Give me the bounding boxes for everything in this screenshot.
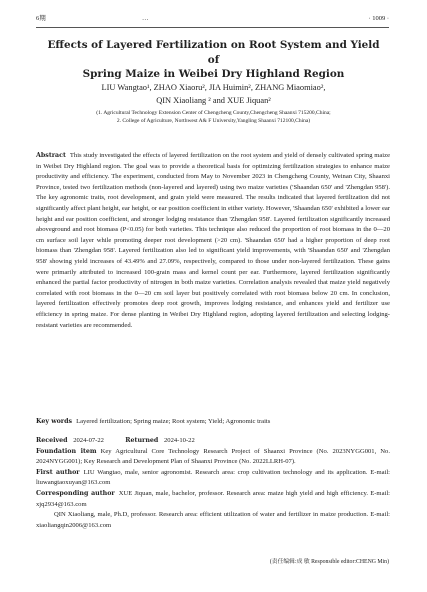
corresponding-author-row xyxy=(36,489,390,510)
first-author-row xyxy=(36,468,390,489)
abstract-label: Abstract xyxy=(36,152,66,159)
returned-date: 2024-10-22 xyxy=(163,437,195,444)
affiliation-1: (1. Agricultural Technology Extension Center of Chengcheng County,Chengcheng Shaanxi 715200,China; xyxy=(96,110,331,116)
affiliation-2: 2. College of Agriculture, Northwest A& F University,Yangling Shaanxi 712100,China) xyxy=(116,118,311,125)
title-line-1: Effects of Layered Fertilization on Root System and Yield of xyxy=(47,39,380,66)
responsible-editor: (责任编辑:成 敏 Responsible editor:CHENG Min) xyxy=(269,559,389,565)
foundation-row xyxy=(36,447,390,468)
article-metadata xyxy=(36,436,390,531)
page-number: · 1009 · xyxy=(368,15,389,22)
issue-label: 6期 xyxy=(36,15,46,22)
received-date: 2024-07-22 xyxy=(73,437,104,444)
keywords xyxy=(36,417,390,428)
abstract xyxy=(36,151,390,331)
running-title: … xyxy=(142,15,149,22)
running-header xyxy=(36,14,389,26)
foundation-label: Foundation item xyxy=(36,447,97,455)
dates-row xyxy=(36,436,390,447)
keywords-label: Key words xyxy=(36,418,73,425)
title-line-2: Spring Maize in Weibei Dry Highland Region xyxy=(82,68,345,80)
first-author-text: LIU Wangtao, male, senior agronomist. Research area: crop cultivation technology and its application. E-mail: liuwangtaoxuyan@163.com xyxy=(36,468,390,487)
second-corresponding-row: QIN Xiaoliang, male, Ph.D, professor. Research area: efficient utilization of water and fertilizer in maize production. E-mail: xiaoliangqin2006@163.com xyxy=(36,511,390,529)
header-rule xyxy=(36,27,389,28)
corresponding-author-label: Corresponding author xyxy=(36,489,115,497)
received-label: Received xyxy=(36,437,68,444)
keywords-text: Layered fertilization; Spring maize; Root system; Yield; Agronomic traits xyxy=(76,418,271,425)
authors-line-1: LIU Wangtao¹, ZHAO Xiaoru², JIA Huimin², ZHANG Miaomiao², xyxy=(101,83,326,92)
abstract-text: This study investigated the effects of layered fertilization on the root system and yield of densely cultivated spring maize in Weibei Dry Highland region. The goal was to provide a theoretical basis for optimizing fertilization strategies to enhance maize productivity and efficiency. The experiment, conducted from May to November 2023 in Chengcheng County, Weinan City, Shaanxi Province, tested two fertilization methods (non-layered and layered) using two maize varieties ('Shaandan 650' and 'Zhengdan 958'). The key agronomic traits, root development, and grain yield were measured. The results indicated that layered fertilization did not significantly affect plant height, ear height, or ear position coefficient in either variety. However, 'Shaandan 650' exhibited a lower ear height and ear position coefficient, and stronger lodging resistance than 'Zhengdan 958'. Layered fertilization significantly increased aboveground and root biomass (P<0.05) for both varieties. This technique also reduced the proportion of root biomass in the 0—20 cm surface soil layer while promoting deeper root development (>20 cm). 'Shaandan 650' had a higher proportion of deep root biomass than 'Zhengdan 958'. Layered fertilization also led to significant yield improvements, with 'Shaandan 650' and 'Zhengdan 958' showing yield increases of 43.49% and 27.09%, respectively, compared to those under non-layered fertilization. These gains were primarily attributed to increased 100-grain mass and kernel count per ear. Furthermore, layered fertilization significantly enhanced the partial factor productivity of nitrogen in both maize varieties. Correlation analysis revealed that maize yield negatively correlated with root biomass in the 0—20 cm soil layer but positively correlated with root biomass below 20 cm. In conclusion, layered fertilization effectively promotes deep root growth, improves lodging resistance, and enhances yield and fertilizer use efficiency in spring maize. For dense planting in Weibei Dry Highland region, adopting layered fertilization and selecting lodging-resistant varieties are recommended. xyxy=(36,152,390,329)
foundation-text: Key Agricultural Core Technology Research Project of Shaanxi Province (No. 2023NYGG001, No. 2024NYGG001); Key Research and Development Plan of Shaanxi Province (No. 2022LLRH-07). xyxy=(36,447,391,466)
article-title xyxy=(46,38,381,82)
first-author-label: First author xyxy=(36,468,80,476)
authors-line-2: QIN Xiaoliang ² and XUE Jiquan² xyxy=(156,95,271,105)
returned-label: Returned xyxy=(125,437,159,444)
corresponding-author-text: XUE Jiquan, male, bachelor, professor. Research area: maize high yield and high efficiency. E-mail: xjq2934@163.com xyxy=(36,489,390,508)
author-list xyxy=(46,82,381,107)
affiliations xyxy=(46,109,381,126)
